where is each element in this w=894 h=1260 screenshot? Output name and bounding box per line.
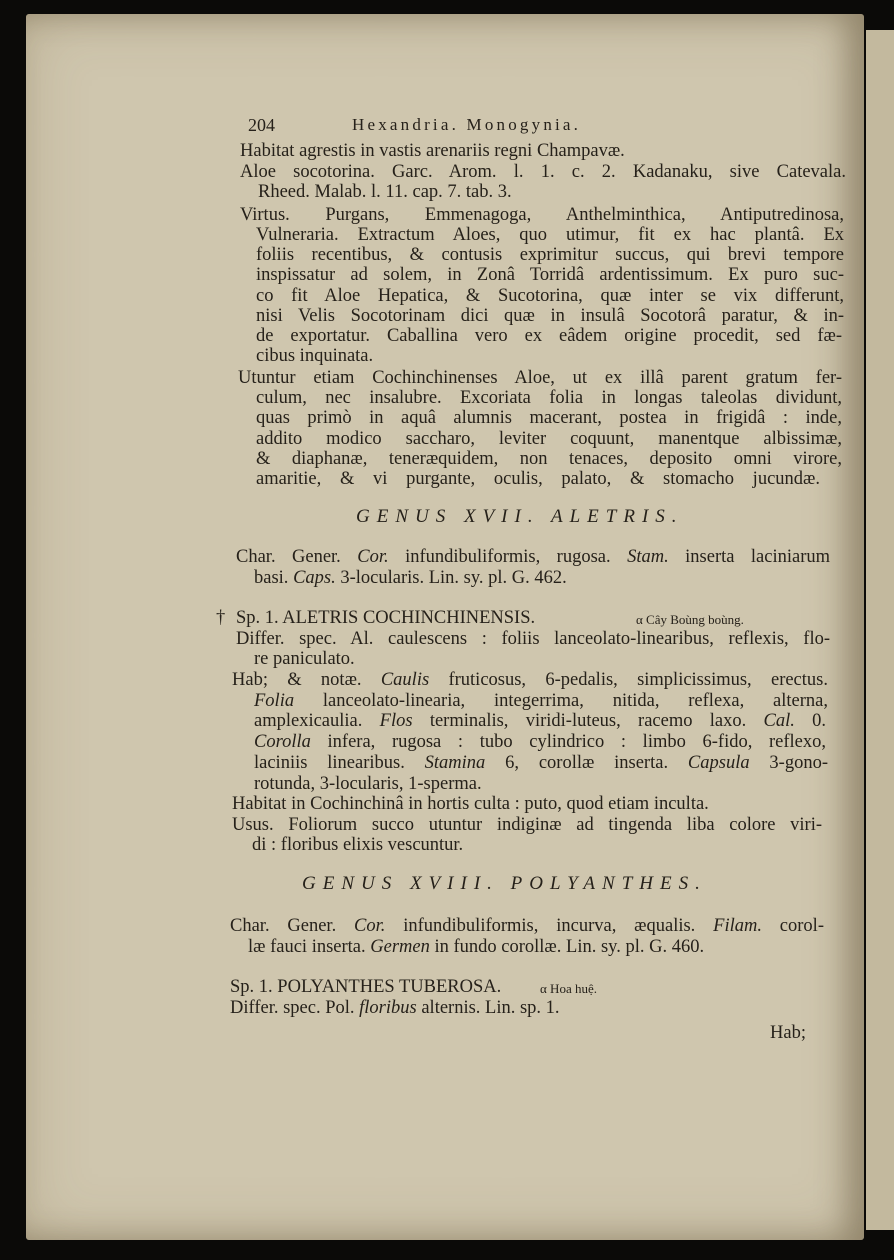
species-name: Sp. 1. POLYANTHES TUBEROSA. xyxy=(230,977,502,997)
aloe-virtus-line: nisi Velis Socotorinam dici quæ in insulâ Socotorâ paratur, & in- xyxy=(256,306,844,326)
species-habit-line: Folia lanceolato-linearia, integerrima, nitida, reflexa, alterna, xyxy=(254,691,828,711)
aloe-virtus-line: Vulneraria. Extractum Aloes, quo utimur, fit ex hac plantâ. Ex xyxy=(256,225,844,245)
species-habit-line: Corolla infera, rugosa : tubo cylindrico : limbo 6-fido, reflexo, xyxy=(254,732,826,752)
aloe-synonym: Rheed. Malab. l. 11. cap. 7. tab. 3. xyxy=(258,182,512,202)
species-differentia: Differ. spec. Pol. floribus alternis. Lin. sp. 1. xyxy=(230,998,560,1018)
running-title: Hexandria. Monogynia. xyxy=(352,115,582,134)
genus-heading: GENUS XVIII. POLYANTHES. xyxy=(302,873,707,894)
dagger-mark: † xyxy=(216,608,226,628)
species-usus: Usus. Foliorum succo utuntur indiginæ ad tingenda liba colore viri- xyxy=(232,815,822,835)
aloe-usus-line: culum, nec insalubre. Excoriata folia in longas taleolas dividunt, xyxy=(256,388,842,408)
species-habit-line: rotunda, 3-locularis, 1-sperma. xyxy=(254,774,482,794)
catchword: Hab; xyxy=(770,1023,806,1043)
species-differentia: re paniculato. xyxy=(254,649,355,669)
species-habit-line: laciniis linearibus. Stamina 6, corollæ inserta. Capsula 3-gono- xyxy=(254,753,828,773)
aloe-usus-line: quas primò in aquâ alumnis macerant, postea in frigidâ : inde, xyxy=(256,408,842,428)
aloe-virtus-line: de exportatur. Caballina vero ex eâdem origine procedit, sed fæ- xyxy=(256,326,842,346)
genus-heading: GENUS XVII. ALETRIS. xyxy=(356,506,684,527)
species-usus: di : floribus elixis vescuntur. xyxy=(252,835,464,855)
aloe-usus-line: & diaphanæ, teneræquidem, non tenaces, deposito omni virore, xyxy=(256,449,842,469)
aloe-habitat: Habitat agrestis in vastis arenariis regni Champavæ. xyxy=(240,141,625,161)
aloe-virtus-line: cibus inquinata. xyxy=(256,346,374,366)
genus-character-line: Char. Gener. Cor. infundibuliformis, incurva, æqualis. Filam. corol- xyxy=(230,916,824,936)
aloe-usus-line: Utuntur etiam Cochinchinenses Aloe, ut ex illâ parent gratum fer- xyxy=(238,368,842,388)
aloe-usus-line: addito modico saccharo, leviter coquunt, manentque albissimæ, xyxy=(256,429,842,449)
genus-character-line: Char. Gener. Cor. infundibuliformis, rugosa. Stam. inserta laciniarum xyxy=(236,547,831,567)
aloe-virtus-line: co fit Aloe Hepatica, & Sucotorina, quæ inter se vix differunt, xyxy=(256,286,844,306)
species-vernacular: α Cây Boùng boùng. xyxy=(636,612,744,627)
aloe-synonym: Aloe socotorina. Garc. Arom. l. 1. c. 2. Kadanaku, sive Catevala. xyxy=(240,162,846,182)
species-habitat: Habitat in Cochinchinâ in hortis culta : puto, quod etiam inculta. xyxy=(232,794,709,814)
aloe-virtus-line: Virtus. Purgans, Emmenagoga, Anthelminthica, Antiputredinosa, xyxy=(240,205,844,225)
species-habit-line: amplexicaulia. Flos terminalis, viridi-luteus, racemo laxo. Cal. 0. xyxy=(254,711,826,731)
aloe-usus-line: amaritie, & vi purgante, oculis, palato, & stomacho jucundæ. xyxy=(256,469,820,489)
species-name: Sp. 1. ALETRIS COCHINCHINENSIS. xyxy=(236,608,536,628)
genus-character-line: læ fauci inserta. Germen in fundo corollæ. Lin. sy. pl. G. 460. xyxy=(248,937,705,957)
aloe-virtus-line: foliis recentibus, & contusis exprimitur succus, qui brevi tempore xyxy=(256,245,844,265)
species-vernacular: α Hoa huệ. xyxy=(540,981,597,996)
species-differentia: Differ. spec. Al. caulescens : foliis lanceolato-linearibus, reflexis, flo- xyxy=(236,629,830,649)
page-number: 204 xyxy=(248,115,275,135)
aloe-virtus-line: inspissatur ad solem, in Zonâ Torridâ ardentissimum. Ex puro suc- xyxy=(256,265,844,285)
genus-character-line: basi. Caps. 3-locularis. Lin. sy. pl. G. 462. xyxy=(254,568,567,588)
species-habit-line: Hab; & notæ. Caulis fruticosus, 6-pedalis, simplicissimus, erectus. xyxy=(232,670,828,690)
